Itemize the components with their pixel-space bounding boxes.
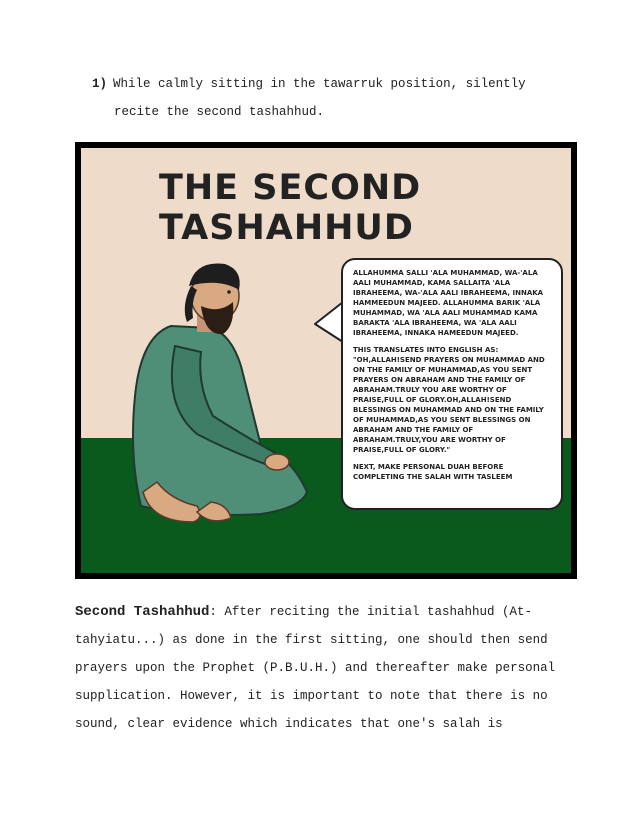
- body-paragraph: [75, 598, 575, 738]
- paragraph-text: : After reciting the initial tashahhud (At-tahyiatu...) as done in the first sitting, one should then send prayers upon the Prophet (P.B.U.H.) and thereafter make personal supplication. However, it is important to note that there is no sound, clear evidence which indicates that one's salah is: [75, 605, 556, 731]
- step-text-line1: While calmly sitting in the tawarruk position, silently: [113, 77, 526, 91]
- paragraph-lead: Second Tashahhud: [75, 604, 210, 620]
- speech-bubble: [341, 258, 563, 510]
- illustration-frame: [75, 142, 577, 579]
- step-text-line2: recite the second tashahhud.: [114, 105, 325, 119]
- seated-man-figure: [101, 256, 331, 536]
- step-number: 1): [92, 77, 108, 91]
- illustration-title: [159, 168, 421, 248]
- title-line-1: THE SECOND: [159, 168, 422, 208]
- bubble-arabic-transliteration: ALLAHUMMA SALLI 'ALA MUHAMMAD, WA-'ALA AALI MUHAMMAD, KAMA SALLAITA 'ALA IBRAHEEMA, WA-'ALA AALI IBRAHEEMA, INNAKA HAMMEEDUN MAJEED. ALLAHUMMA BARIK 'ALA MUHAMMAD, WA 'ALA AALI MUHAMMAD KAMA BARAKTA 'ALA IBRAHEEMA, WA 'ALA AALI IBRAHEEMA, INNAKA HAMEEDUN MAJEED.: [353, 269, 544, 337]
- step-instruction: [92, 70, 572, 126]
- bubble-translation: THIS TRANSLATES INTO ENGLISH AS: "OH,ALLAH!SEND PRAYERS ON MUHAMMAD AND ON THE FAMILY OF MUHAMMAD,AS YOU SENT PRAYERS ON ABRAHAM AND THE FAMILY OF ABRAHAM.TRULY YOU ARE WORTHY OF PRAISE,FULL OF GLORY.OH,ALLAH!SEND BLESSINGS ON MUHAMMAD AND ON THE FAMILY OF MUHAMMAD,AS YOU SENT BLESSINGS ON ABRAHAM AND THE FAMILY OF ABRAHAM.TRULY,YOU ARE WORTHY OF PRAISE,FULL OF GLORY.": [353, 346, 545, 454]
- illustration: [81, 148, 571, 573]
- bubble-next-step: NEXT, MAKE PERSONAL DUAH BEFORE COMPLETING THE SALAH WITH TASLEEM: [353, 463, 513, 481]
- title-line-2: TASHAHHUD: [159, 208, 414, 248]
